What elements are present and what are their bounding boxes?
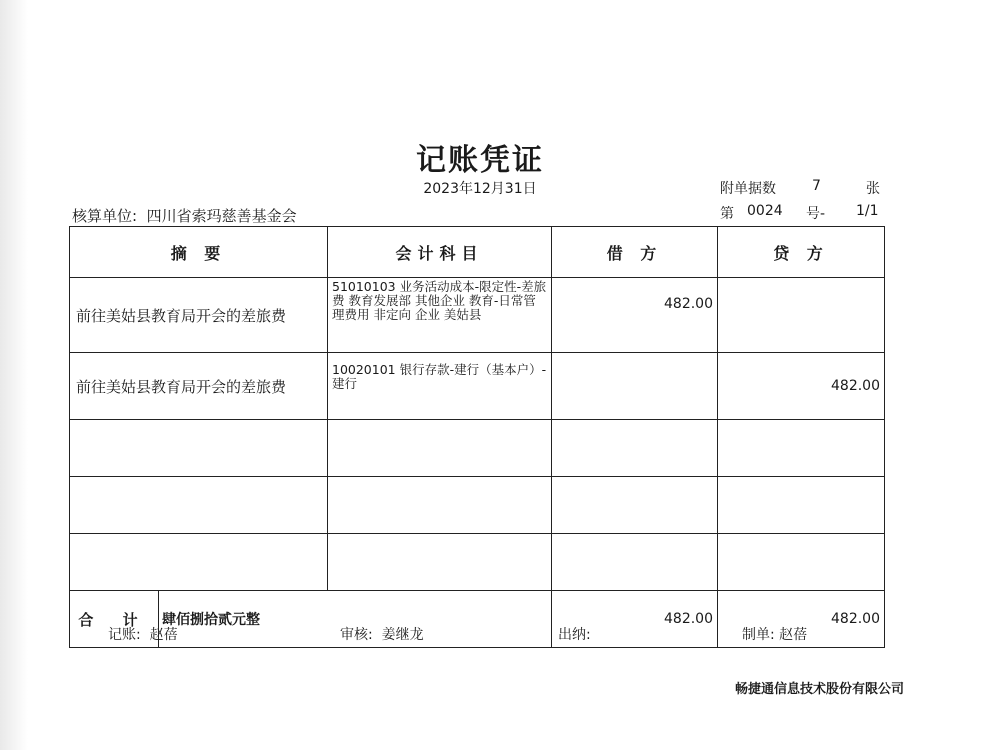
reviewer-label: 审核: — [340, 627, 373, 643]
table-row-empty — [70, 534, 885, 591]
header-subject: 会计科目 — [328, 227, 552, 278]
reviewer-name: 姜继龙 — [381, 627, 424, 643]
number-prefix: 第 — [720, 206, 734, 222]
total-amount-words: 肆佰捌拾贰元整 — [162, 612, 260, 628]
table-row — [70, 353, 885, 420]
row-credit — [718, 278, 885, 353]
header-summary: 摘 要 — [70, 227, 328, 278]
company-name: 畅捷通信息技术股份有限公司 — [735, 682, 905, 697]
row-credit: 482.00 — [718, 353, 885, 420]
table-row — [70, 278, 885, 353]
bookkeeper — [108, 624, 178, 644]
number-suffix: 号- — [806, 206, 826, 222]
table-row-empty — [70, 477, 885, 534]
total-credit: 482.00 — [718, 591, 885, 648]
row-subject: 10020101 银行存款-建行（基本户）-建行 — [328, 353, 552, 420]
table-row-empty — [70, 420, 885, 477]
unit-label: 核算单位: — [72, 207, 138, 225]
attachments-label: 附单据数 — [720, 181, 776, 197]
attachments-count: 7 — [812, 178, 821, 194]
page-indicator: 1/1 — [856, 203, 879, 219]
total-debit: 482.00 — [552, 591, 718, 648]
row-subject: 51010103 业务活动成本-限定性-差旅费 教育发展部 其他企业 教育-日常管理费用 非定向 企业 美姑县 — [328, 278, 552, 353]
preparer-label: 制单: — [742, 627, 775, 643]
row-debit: 482.00 — [552, 278, 718, 353]
voucher-table — [69, 226, 885, 648]
row-debit — [552, 353, 718, 420]
cashier-label: 出纳: — [558, 627, 591, 643]
header-credit: 贷 方 — [718, 227, 885, 278]
bookkeeper-name: 赵蓓 — [149, 627, 178, 643]
attachments-unit: 张 — [866, 181, 880, 197]
number-value: 0024 — [747, 203, 783, 219]
cashier — [558, 624, 591, 644]
preparer-name: 赵蓓 — [779, 627, 808, 643]
voucher-date: 2023年12月31日 — [423, 181, 537, 197]
unit-name: 四川省索玛慈善基金会 — [146, 207, 297, 225]
voucher-title: 记账凭证 — [416, 143, 544, 178]
reviewer — [340, 624, 424, 644]
row-summary: 前往美姑县教育局开会的差旅费 — [70, 278, 328, 353]
row-summary: 前往美姑县教育局开会的差旅费 — [70, 353, 328, 420]
accounting-unit — [72, 205, 297, 226]
header-debit: 借 方 — [552, 227, 718, 278]
total-label: 合 计 — [70, 591, 159, 647]
bookkeeper-label: 记账: — [108, 627, 141, 643]
preparer — [742, 624, 807, 644]
table-header — [70, 227, 885, 278]
